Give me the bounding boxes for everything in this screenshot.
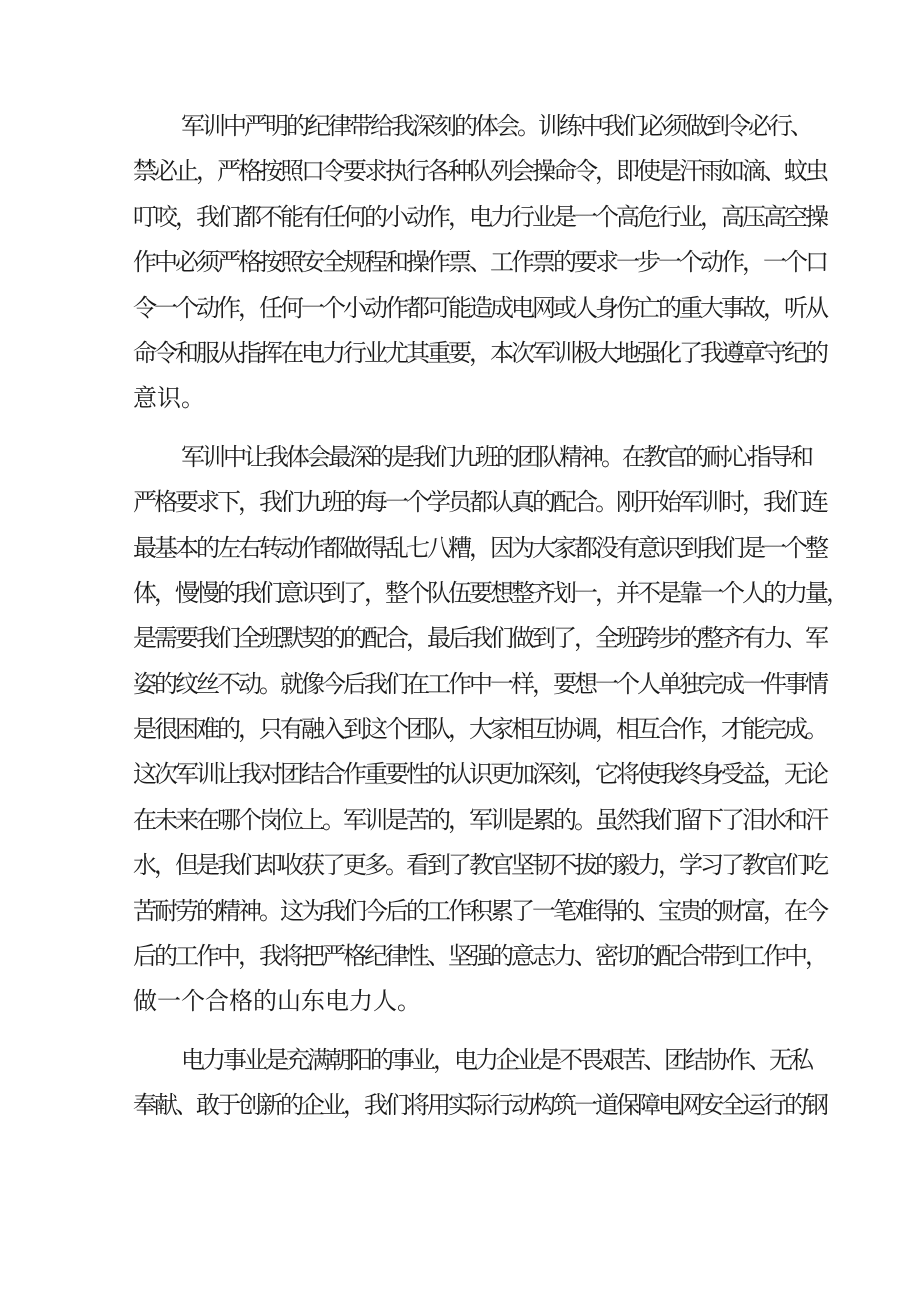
text-line: 苦耐劳的精神。这为我们今后的工作积累了一笔难得的、宝贵的财富，在今 (133, 896, 826, 925)
text-line: 作中必须严格按照安全规程和操作票、工作票的要求一步一个动作，一个口 (133, 248, 826, 277)
text-line: 禁必止，严格按照口令要求执行各种队列会操命令，即使是汗雨如滴、蚊虫 (133, 157, 826, 186)
paragraph-discipline (133, 104, 826, 422)
text-line: 命令和服从指挥在电力行业尤其重要，本次军训极大地强化了我遵章守纪的 (133, 338, 826, 367)
text-line: 后的工作中，我将把严格纪律性、坚强的意志力、密切的配合带到工作中， (133, 942, 826, 971)
text-line: 是很困难的，只有融入到这个团队，大家相互协调，相互合作，才能完成。 (133, 715, 826, 744)
text-line: 电力事业是充满朝阳的事业，电力企业是不畏艰苦、团结协作、无私 (181, 1045, 811, 1074)
text-line: 军训中让我体会最深的是我们九班的团队精神。在教官的耐心指导和 (181, 442, 811, 471)
paragraph-team-spirit (133, 435, 847, 1025)
text-line: 令一个动作，任何一个小动作都可能造成电网或人身伤亡的重大事故，听从 (133, 293, 826, 322)
text-line: 叮咬，我们都不能有任何的小动作，电力行业是一个高危行业，高压高空操 (133, 202, 826, 231)
text-line: 体，慢慢的我们意识到了，整个队伍要想整齐划一，并不是靠一个人的力量， (133, 578, 847, 607)
text-line: 奉献、敢于创新的企业，我们将用实际行动构筑一道保障电网安全运行的钢 (133, 1091, 826, 1120)
paragraph-power-industry (133, 1038, 826, 1129)
text-line: 军训中严明的纪律带给我深刻的体会。训练中我们必须做到令必行、 (181, 112, 811, 140)
text-line: 是需要我们全班默契的的配合，最后我们做到了，全班跨步的整齐有力、军 (133, 624, 826, 653)
text-line: 最基本的左右转动作都做得乱七八糟，因为大家都没有意识到我们是一个整 (133, 533, 826, 562)
text-line: 严格要求下，我们九班的每一个学员都认真的配合。刚开始军训时，我们连 (133, 488, 826, 517)
text-line: 做一个合格的山东电力人。 (133, 987, 421, 1016)
text-line: 在未来在哪个岗位上。军训是苦的，军训是累的。虽然我们留下了泪水和汗 (133, 805, 826, 834)
text-line: 意识。 (133, 384, 205, 413)
text-line: 水，但是我们却收获了更多。看到了教官坚韧不拔的毅力，学习了教官们吃 (133, 851, 826, 880)
text-line: 姿的纹丝不动。就像今后我们在工作中一样，要想一个人单独完成一件事情 (133, 669, 826, 698)
document-body (133, 104, 847, 1142)
text-line: 这次军训让我对团结合作重要性的认识更加深刻，它将使我终身受益，无论 (133, 760, 826, 789)
